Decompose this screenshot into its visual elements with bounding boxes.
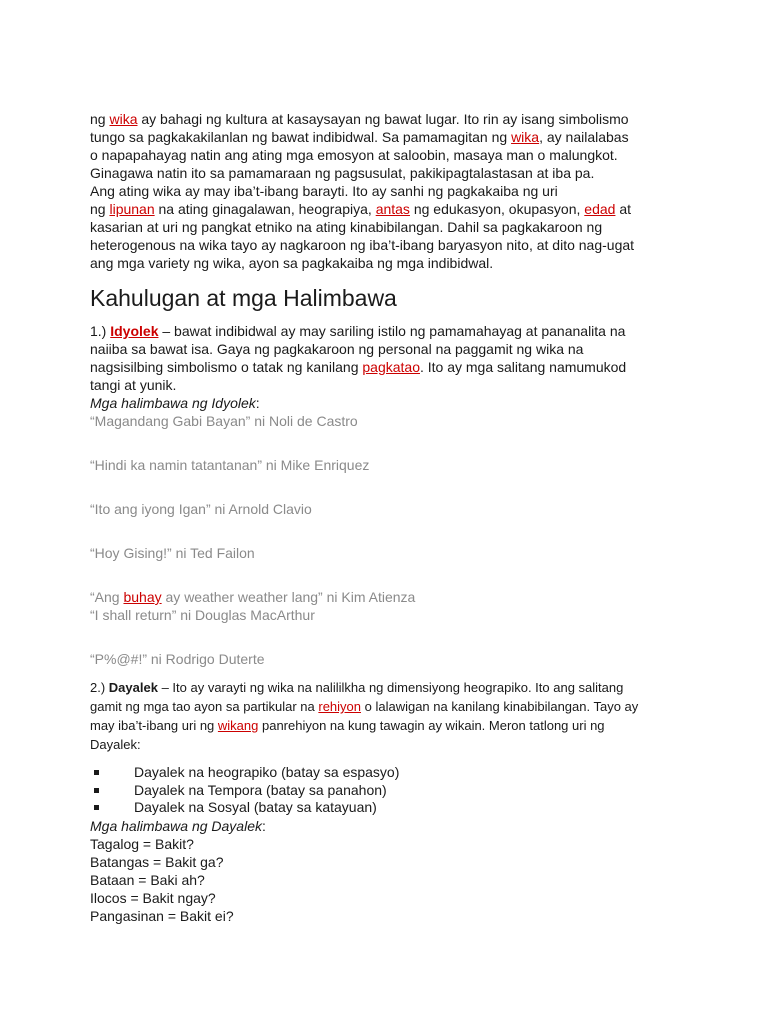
text: panrehiyon na kung tawagin ay wikain. Meron tatlong uri ng bbox=[258, 718, 605, 733]
link-wika[interactable]: wika bbox=[511, 129, 540, 145]
item-number: 2.) bbox=[90, 680, 109, 695]
idyolek-line bbox=[90, 358, 680, 376]
intro-line bbox=[90, 200, 680, 218]
text: nagsisilbing simbolismo o tatak ng kanilang bbox=[90, 359, 363, 375]
section-heading: Kahulugan at mga Halimbawa bbox=[90, 285, 397, 311]
text: – Ito ay varayti ng wika na nalililkha ng dimensiyong heograpiko. Ito ang salitang bbox=[157, 680, 624, 695]
intro-line: Ginagawa natin ito sa pamamaraan ng pagsusulat, pakikipagtalastasan at iba pa. bbox=[90, 165, 595, 181]
list-item bbox=[90, 764, 680, 782]
text: may iba’t-ibang uri ng bbox=[90, 718, 218, 733]
link-wika[interactable]: wika bbox=[109, 111, 138, 127]
intro-line: kasarian at uri ng pangkat etniko na ating kinabibilangan. Dahil sa pagkakaroon ng bbox=[90, 219, 603, 235]
idyolek-line: tangi at yunik. bbox=[90, 377, 177, 393]
text: Dayalek na Tempora (batay sa panahon) bbox=[134, 781, 387, 798]
text: , ay nailalabas bbox=[539, 129, 629, 145]
link-buhay[interactable]: buhay bbox=[123, 589, 162, 605]
dayalek-line bbox=[90, 697, 680, 716]
dayalek-section bbox=[90, 678, 680, 925]
intro-line: heterogenous na wika tayo ay nagkaroon ng iba’t-ibang baryasyon nito, at dito nag-ugat bbox=[90, 237, 635, 253]
text: ng bbox=[90, 201, 110, 217]
link-lipunan[interactable]: lipunan bbox=[109, 201, 155, 217]
text: Mga halimbawa ng Dayalek bbox=[90, 817, 262, 834]
link-idyolek[interactable]: Idyolek bbox=[110, 323, 159, 339]
quote-item: “Hoy Gising!” ni Ted Failon bbox=[90, 545, 255, 561]
text: Dayalek na Sosyal (batay sa katayuan) bbox=[134, 799, 377, 815]
dayalek-line bbox=[90, 716, 680, 735]
intro-line bbox=[90, 128, 680, 146]
idyolek-section bbox=[90, 322, 680, 668]
intro-line bbox=[90, 110, 680, 128]
quote-item: “Hindi ka namin tatantanan” ni Mike Enriquez bbox=[90, 457, 370, 473]
quote-item: “I shall return” ni Douglas MacArthur bbox=[90, 607, 315, 623]
text: tungo sa pagkakakilanlan ng bawat indibidwal. Sa pamamagitan ng bbox=[90, 129, 512, 145]
text: ng bbox=[90, 111, 110, 127]
text: at bbox=[615, 201, 632, 217]
examples-label bbox=[90, 817, 680, 835]
dayalek-line bbox=[90, 678, 680, 697]
intro-paragraph bbox=[90, 110, 680, 272]
text: na ating ginagalawan, heograpiya, bbox=[154, 201, 376, 217]
list-item bbox=[90, 799, 680, 817]
bullet-icon bbox=[94, 770, 99, 775]
link-edad[interactable]: edad bbox=[584, 201, 616, 217]
intro-line: Ang ating wika ay may iba’t-ibang barayti. Ito ay sanhi ng pagkakaiba ng uri bbox=[90, 183, 558, 199]
spacer bbox=[90, 430, 680, 456]
example-item: Batangas = Bakit ga? bbox=[90, 853, 224, 870]
idyolek-line bbox=[90, 322, 680, 340]
dayalek-term: Dayalek bbox=[108, 680, 158, 695]
example-item: Pangasinan = Bakit ei? bbox=[90, 907, 234, 924]
quote-item bbox=[90, 588, 680, 606]
item-number: 1.) bbox=[90, 323, 111, 339]
text: ng edukasyon, okupasyon, bbox=[409, 201, 585, 217]
bullet-icon bbox=[94, 805, 99, 810]
list-item bbox=[90, 782, 680, 800]
spacer bbox=[90, 562, 680, 588]
text: ay bahagi ng kultura at kasaysayan ng bawat lugar. Ito rin ay isang simbolismo bbox=[137, 111, 629, 127]
quote-item: “Magandang Gabi Bayan” ni Noli de Castro bbox=[90, 413, 358, 429]
dayalek-types-list bbox=[90, 764, 680, 817]
link-pagkatao[interactable]: pagkatao bbox=[362, 359, 420, 375]
text: – bawat indibidwal ay may sariling istilo ng pamamahayag at pananalita na bbox=[158, 323, 626, 339]
link-antas[interactable]: antas bbox=[375, 201, 410, 217]
idyolek-line: naiiba sa bawat isa. Gaya ng pagkakaroon ng personal na paggamit ng wika na bbox=[90, 341, 584, 357]
text: Dayalek na heograpiko (batay sa espasyo) bbox=[134, 764, 400, 780]
text: ay weather weather lang” ni Kim Atienza bbox=[161, 589, 416, 605]
quote-item: “Ito ang iyong Igan” ni Arnold Clavio bbox=[90, 501, 312, 517]
intro-line: o napapahayag natin ang ating mga emosyon at saloobin, masaya man o malungkot. bbox=[90, 147, 618, 163]
dayalek-line: Dayalek: bbox=[90, 737, 141, 752]
spacer bbox=[90, 624, 680, 650]
text: : bbox=[255, 395, 260, 411]
text: : bbox=[261, 817, 266, 834]
text: “Ang bbox=[90, 589, 124, 605]
examples-label bbox=[90, 394, 680, 412]
text: o lalawigan na kanilang kinabibilangan. Tayo ay bbox=[361, 699, 639, 714]
spacer bbox=[90, 518, 680, 544]
link-wikang[interactable]: wikang bbox=[217, 718, 259, 733]
example-item: Ilocos = Bakit ngay? bbox=[90, 889, 216, 906]
text: gamit ng mga tao ayon sa partikular na bbox=[90, 699, 319, 714]
bullet-icon bbox=[94, 788, 99, 793]
example-item: Bataan = Baki ah? bbox=[90, 871, 205, 888]
intro-line: ang mga variety ng wika, ayon sa pagkakaiba ng mga indibidwal. bbox=[90, 255, 494, 271]
example-item: Tagalog = Bakit? bbox=[90, 835, 194, 852]
link-rehiyon[interactable]: rehiyon bbox=[318, 699, 361, 714]
text: . Ito ay mga salitang namumukod bbox=[419, 359, 627, 375]
text: Mga halimbawa ng Idyolek bbox=[90, 395, 256, 411]
document-page bbox=[90, 110, 680, 925]
quote-item: “P%@#!” ni Rodrigo Duterte bbox=[90, 651, 265, 667]
spacer bbox=[90, 474, 680, 500]
